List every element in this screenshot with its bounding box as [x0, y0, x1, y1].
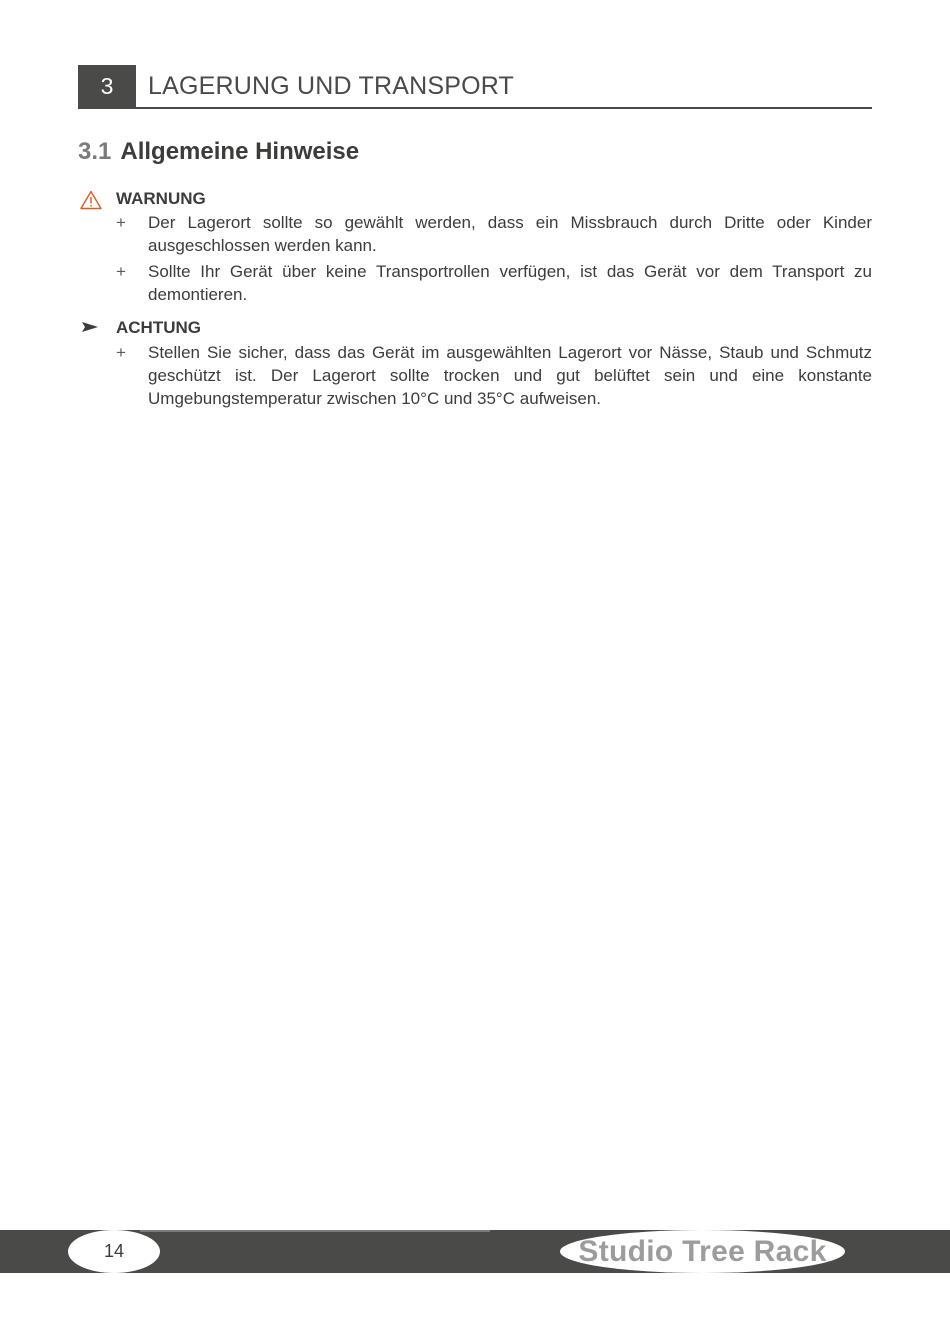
plus-bullet: + — [116, 213, 126, 232]
section-heading — [78, 138, 359, 166]
footer-bar-highlight — [140, 1230, 490, 1232]
chapter-header — [78, 65, 872, 109]
warning-item — [116, 211, 872, 257]
section-title: Allgemeine Hinweise — [120, 138, 360, 165]
attention-item-text: Stellen Sie sicher, dass das Gerät im ausgewählten Lagerort vor Nässe, Staub und Schmutz geschützt ist. Der Lagerort sollte trocken und gut belüftet sein und eine konstante Umgebungstemperatur zwischen 10°C und 35°C aufweisen. — [148, 343, 872, 408]
warning-item-text: Der Lagerort sollte so gewählt werden, dass ein Missbrauch durch Dritte oder Kinder ausgeschlossen werden kann. — [148, 213, 872, 255]
section-number: 3.1 — [78, 138, 112, 165]
chapter-rule — [78, 107, 872, 109]
attention-label: ACHTUNG — [116, 318, 201, 337]
warning-item-text: Sollte Ihr Gerät über keine Transportrollen verfügen, ist das Gerät vor dem Transport zu demontieren. — [148, 262, 872, 304]
page-number: 14 — [68, 1230, 160, 1273]
chapter-number: 3 — [78, 65, 136, 108]
arrow-right-icon — [81, 321, 99, 333]
plus-bullet: + — [116, 262, 126, 281]
attention-item — [116, 341, 872, 410]
brand-name: Studio Tree Rack — [578, 1235, 827, 1268]
chapter-title: LAGERUNG UND TRANSPORT — [148, 72, 515, 100]
warning-label: WARNUNG — [116, 189, 206, 208]
warning-triangle-icon — [80, 190, 102, 210]
warning-item — [116, 260, 872, 306]
plus-bullet: + — [116, 343, 126, 362]
